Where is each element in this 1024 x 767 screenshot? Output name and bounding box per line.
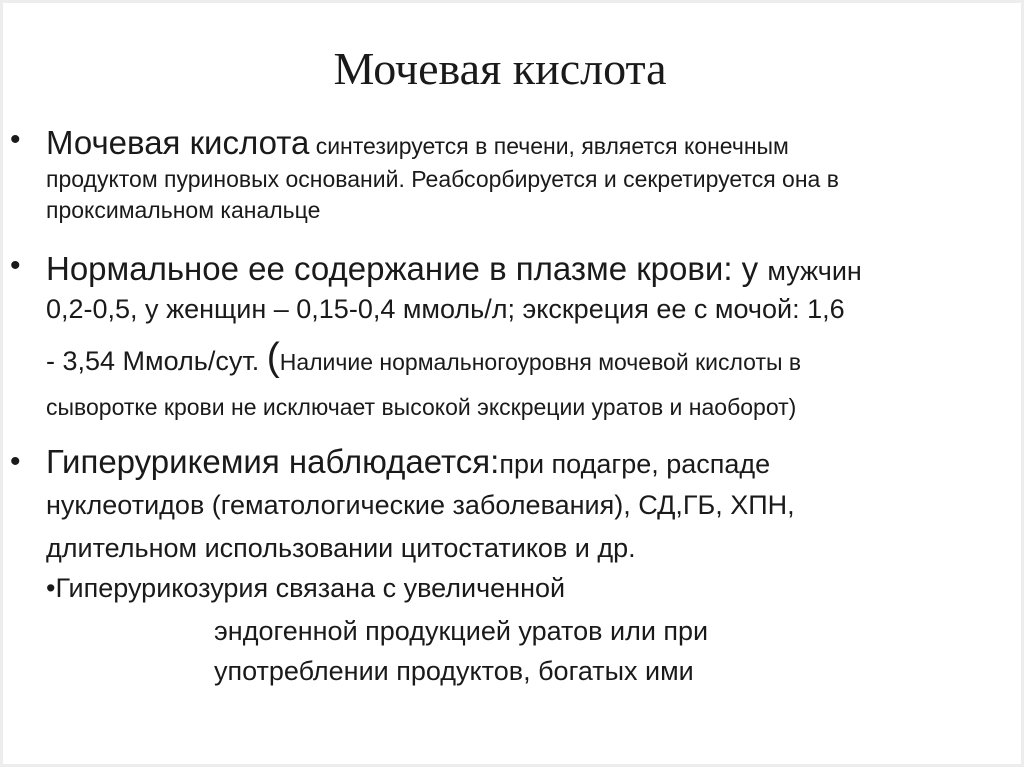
sub-bullet-line-1 <box>46 573 565 604</box>
bullet-marker-3: • <box>10 445 21 478</box>
bullet-marker-2: • <box>10 249 21 282</box>
bullet-3-line-3: длительном использовании цитостатиков и др. <box>46 533 636 563</box>
bullet-2-line-3-lead: - 3,54 Ммоль/сут. <box>46 346 267 376</box>
bullet-2-line-3 <box>46 336 801 380</box>
bullet-1-line-3: проксимальном канальце <box>46 197 321 223</box>
bullet-1-line-2: продуктом пуриновых оснований. Реабсорбируется и секретируется она в <box>46 166 839 192</box>
bullet-3-line-1-rest: при подагре, распаде <box>499 449 771 479</box>
sub-bullet-marker: • <box>46 573 56 603</box>
bullet-2-line-1 <box>46 250 862 288</box>
bullet-1-lead: Мочевая кислота <box>46 124 310 161</box>
bullet-1-line-1 <box>46 124 789 162</box>
bullet-3-line-2: нуклеотидов (гематологические заболевания), СД,ГБ, ХПН, <box>46 490 795 520</box>
slide-title: Мочевая кислота <box>333 43 667 94</box>
sub-bullet-text-1: Гиперурикозурия связана с увеличенной <box>55 573 566 603</box>
sub-bullet-line-3: употреблении продуктов, богатых ими <box>214 656 694 686</box>
bullet-1-line-1-rest: синтезируется в печени, является конечным <box>309 133 789 159</box>
bullet-2-paren: ( <box>266 336 280 379</box>
bullet-2-line-2: 0,2-0,5, у женщин – 0,15-0,4 ммоль/л; экскреция ее с мочой: 1,6 <box>46 294 845 324</box>
bullet-3-lead: Гиперурикемия наблюдается: <box>46 443 500 480</box>
bullet-3-line-1 <box>46 443 770 481</box>
bullet-marker-1: • <box>10 123 21 156</box>
bullet-2-line-4: сыворотке крови не исключает высокой экскреции уратов и наоборот) <box>46 394 797 420</box>
sub-bullet-line-2: эндогенной продукцией уратов или при <box>214 616 709 646</box>
bullet-2-line-1-rest: мужчин <box>767 256 862 286</box>
bullet-2-line-3-rest: Наличие нормальногоуровня мочевой кислоты в <box>279 349 802 375</box>
bullet-2-lead: Нормальное ее содержание в плазме крови: у <box>46 250 768 287</box>
